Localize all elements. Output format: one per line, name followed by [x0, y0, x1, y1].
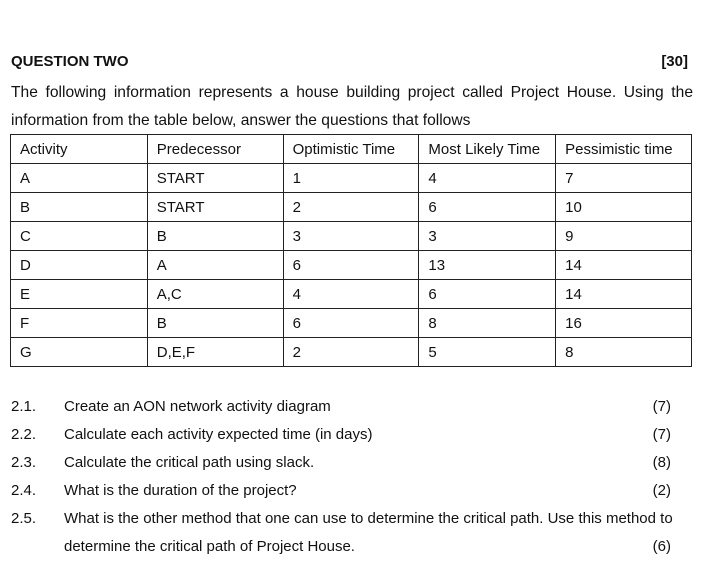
- sub-question-number: 2.3.: [11, 454, 37, 471]
- cell-pessimistic: 7: [556, 164, 692, 193]
- sub-question: [11, 477, 693, 505]
- sub-question: [11, 421, 693, 449]
- sub-question-text: Calculate the critical path using slack.: [64, 454, 315, 471]
- cell-activity: E: [11, 280, 148, 309]
- sub-question-number: 2.2.: [11, 426, 37, 443]
- table-row: [11, 338, 692, 367]
- sub-question: [11, 393, 693, 421]
- cell-activity: B: [11, 193, 148, 222]
- question-intro: The following information represents a house building project called Project House. Using the information from the table below, answer the questions that follows: [11, 84, 693, 129]
- question-total-marks: [30]: [661, 53, 688, 70]
- table-row: [11, 309, 692, 338]
- sub-question-list: [11, 393, 693, 561]
- sub-question-marks: (6): [652, 538, 671, 555]
- cell-predecessor: A,C: [147, 280, 283, 309]
- cell-most-likely: 3: [419, 222, 556, 251]
- cell-predecessor: A: [147, 251, 283, 280]
- cell-optimistic: 1: [283, 164, 419, 193]
- cell-predecessor: START: [147, 193, 283, 222]
- cell-pessimistic: 16: [556, 309, 692, 338]
- sub-question-marks: (2): [652, 482, 671, 499]
- cell-most-likely: 5: [419, 338, 556, 367]
- cell-pessimistic: 8: [556, 338, 692, 367]
- sub-question-marks: (7): [652, 398, 671, 415]
- header-most-likely-time: Most Likely Time: [419, 135, 556, 164]
- sub-question-number: 2.1.: [11, 398, 37, 415]
- sub-question-text: Calculate each activity expected time (in days): [64, 426, 373, 443]
- cell-activity: C: [11, 222, 148, 251]
- sub-question-number: 2.5.: [11, 510, 37, 527]
- header-activity: Activity: [11, 135, 148, 164]
- cell-most-likely: 6: [419, 280, 556, 309]
- header-predecessor: Predecessor: [147, 135, 283, 164]
- cell-optimistic: 6: [283, 251, 419, 280]
- table-header-row: [11, 135, 692, 164]
- cell-pessimistic: 9: [556, 222, 692, 251]
- header-optimistic-time: Optimistic Time: [283, 135, 419, 164]
- cell-most-likely: 8: [419, 309, 556, 338]
- cell-pessimistic: 10: [556, 193, 692, 222]
- sub-question-text: Create an AON network activity diagram: [64, 398, 331, 415]
- question-title: QUESTION TWO: [11, 53, 129, 70]
- sub-question-marks: (8): [652, 454, 671, 471]
- sub-question: [11, 505, 693, 561]
- table-row: [11, 193, 692, 222]
- cell-optimistic: 6: [283, 309, 419, 338]
- table-row: [11, 251, 692, 280]
- cell-most-likely: 4: [419, 164, 556, 193]
- cell-optimistic: 2: [283, 193, 419, 222]
- table-row: [11, 222, 692, 251]
- cell-optimistic: 3: [283, 222, 419, 251]
- cell-optimistic: 2: [283, 338, 419, 367]
- cell-predecessor: D,E,F: [147, 338, 283, 367]
- sub-question-marks: (7): [652, 426, 671, 443]
- question-header: [11, 53, 688, 73]
- activity-table: [10, 134, 692, 367]
- table-row: [11, 280, 692, 309]
- cell-pessimistic: 14: [556, 280, 692, 309]
- cell-activity: G: [11, 338, 148, 367]
- sub-question-text: What is the duration of the project?: [64, 482, 297, 499]
- cell-activity: D: [11, 251, 148, 280]
- sub-question-number: 2.4.: [11, 482, 37, 499]
- header-pessimistic-time: Pessimistic time: [556, 135, 692, 164]
- cell-optimistic: 4: [283, 280, 419, 309]
- cell-activity: A: [11, 164, 148, 193]
- cell-activity: F: [11, 309, 148, 338]
- sub-question-text: What is the other method that one can use to determine the critical path. Use this method to determine the critical path of Project House.: [64, 510, 673, 555]
- cell-pessimistic: 14: [556, 251, 692, 280]
- cell-most-likely: 6: [419, 193, 556, 222]
- cell-predecessor: B: [147, 222, 283, 251]
- sub-question: [11, 449, 693, 477]
- cell-most-likely: 13: [419, 251, 556, 280]
- cell-predecessor: B: [147, 309, 283, 338]
- table-row: [11, 164, 692, 193]
- cell-predecessor: START: [147, 164, 283, 193]
